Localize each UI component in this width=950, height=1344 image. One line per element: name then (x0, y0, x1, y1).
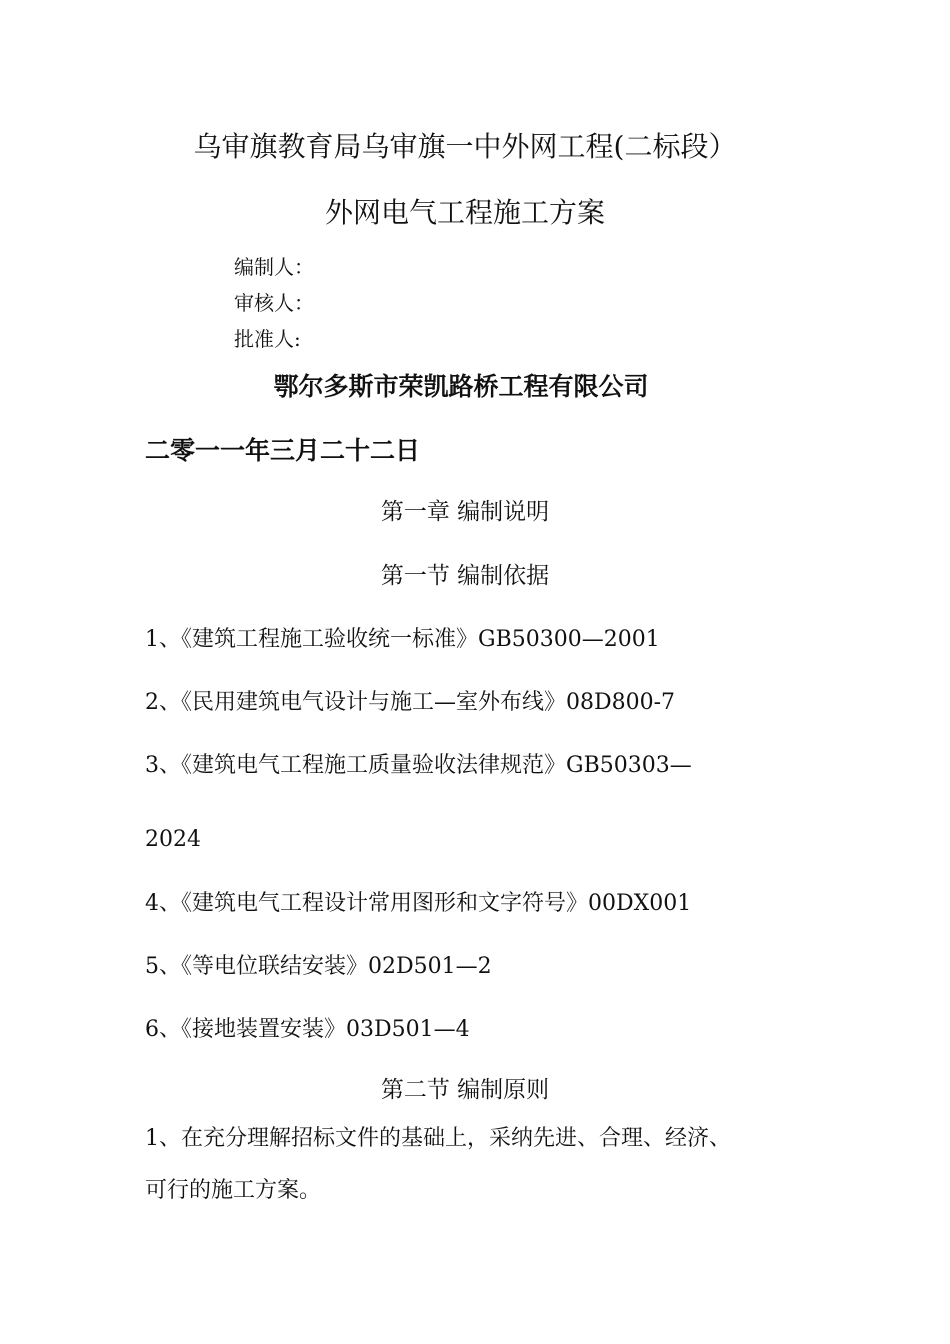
company-name: 鄂尔多斯市荣凯路桥工程有限公司 (273, 372, 649, 401)
chapter-heading: 第一章 编制说明 (380, 499, 550, 525)
list-item: 3、《建筑电气工程施工质量验收法律规范》GB50303— (145, 753, 692, 778)
list-item-continuation: 2024 (145, 827, 201, 852)
approver-label: 批准人: (234, 327, 301, 351)
reviewer-label: 审核人： (234, 291, 314, 315)
paragraph-line: 1、在充分理解招标文件的基础上，采纳先进、合理、经济、 (145, 1126, 731, 1151)
document-subtitle: 外网电气工程施工方案 (324, 196, 605, 229)
document-title: 乌审旗教育局乌审旗一中外网工程(二标段） (193, 130, 737, 163)
list-item: 5、《等电位联结安装》02D501—2 (145, 954, 492, 979)
list-item: 4、《建筑电气工程设计常用图形和文字符号》00DX001 (145, 891, 692, 916)
list-item: 6、《接地装置安装》03D501—4 (145, 1017, 470, 1042)
paragraph-line: 可行的施工方案。 (145, 1178, 322, 1203)
section-heading-basis: 第一节 编制依据 (380, 563, 550, 589)
list-item: 2、《民用建筑电气设计与施工—室外布线》08D800-7 (145, 690, 676, 715)
section-heading-principles: 第二节 编制原则 (380, 1077, 550, 1103)
list-item: 1、《建筑工程施工验收统一标准》GB50300—2001 (145, 627, 660, 652)
document-date: 二零一一年三月二十二日 (145, 436, 421, 465)
compiler-label: 编制人： (234, 255, 314, 279)
